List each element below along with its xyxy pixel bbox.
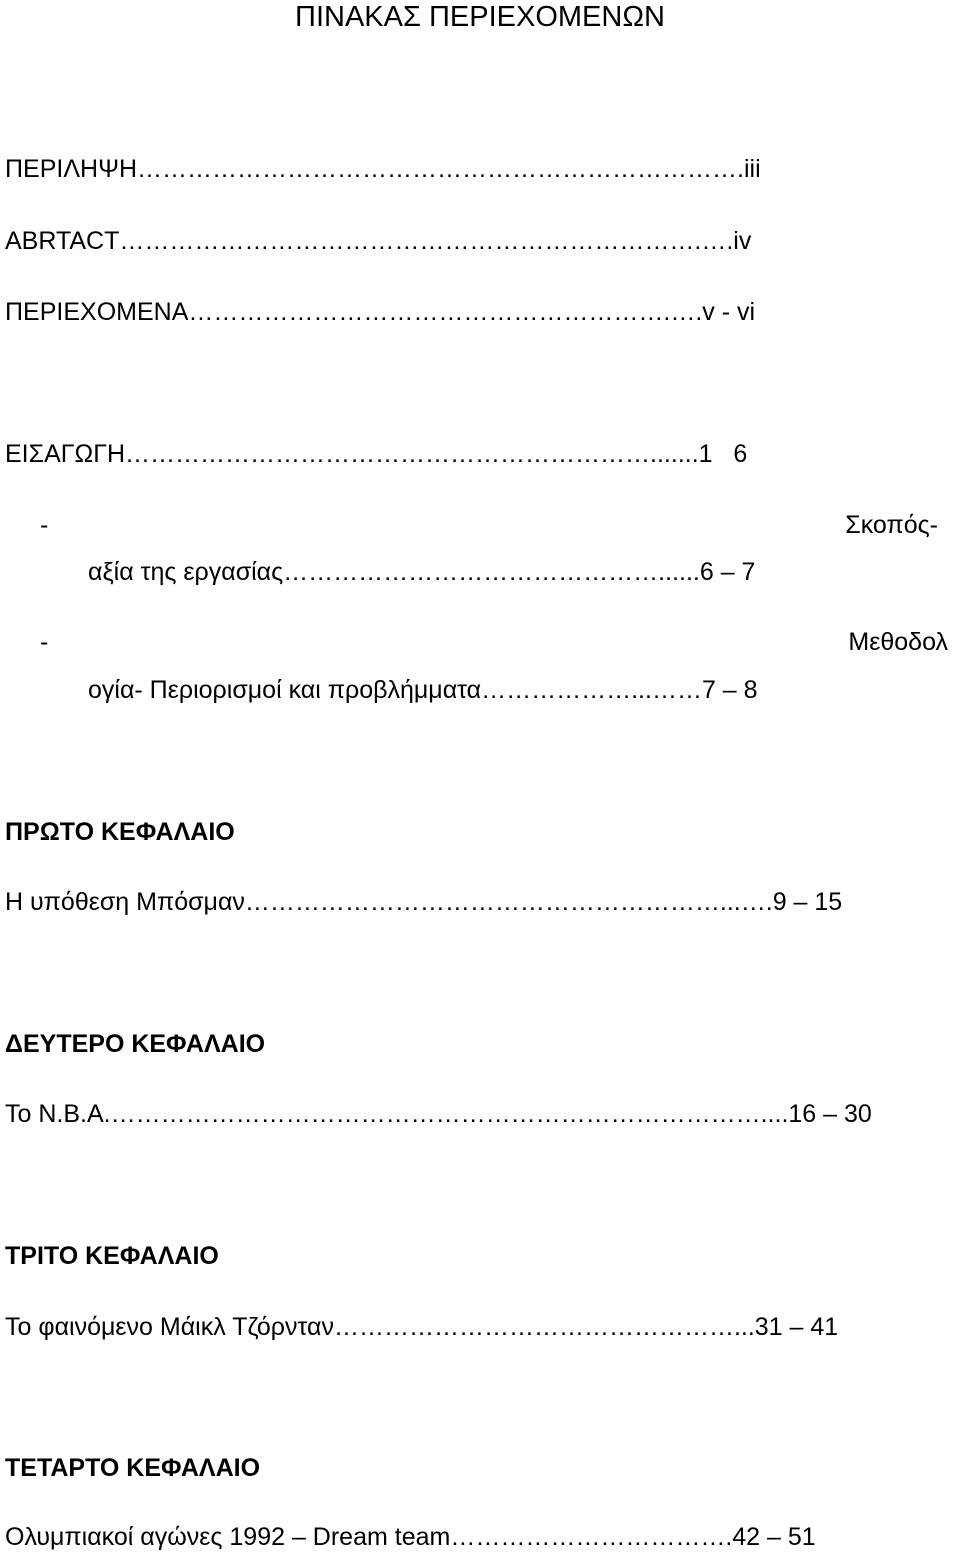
toc-entry-contents: ΠΕΡΙΕΧΟΜΕΝΑ………………………………………………….….v - vi — [5, 298, 756, 326]
toc-sub-dash-1: - — [40, 511, 49, 539]
chapter-heading-2: ΔΕΥΤΕΡΟ ΚΕΦΑΛΑΙΟ — [5, 1030, 266, 1058]
toc-entry-chapter-3: Το φαινόμενο Μάικλ Τζόρνταν…………………………………………...31 – 41 — [5, 1313, 839, 1341]
page-title: ΠΙΝΑΚΑΣ ΠΕΡΙΕΧΟΜΕΝΩΝ — [295, 1, 665, 33]
toc-sub-entry-method: ογία- Περιορισμοί και προβλήμματα………………...……7 – 8 — [88, 676, 758, 704]
chapter-heading-4: ΤΕΤΑΡΤΟ ΚΕΦΑΛΑΙΟ — [5, 1454, 261, 1482]
toc-entry-chapter-2: Το Ν.Β.Α.……………………………………………………………………....16 – 30 — [5, 1100, 872, 1128]
toc-sub-entry-aim: αξία της εργασίας………………………………………......6 – 7 — [88, 558, 756, 586]
toc-entry-introduction: ΕΙΣΑΓΩΓΗ……………………………………………………….......1 6 — [5, 440, 748, 468]
toc-entry-abstract-gr: ΠΕΡΙΛΗΨΗ……………………………………………………………….iii — [5, 155, 761, 183]
toc-sub-dash-2: - — [40, 628, 49, 656]
toc-sub-word-1: Σκοπός- — [845, 511, 938, 539]
toc-sub-word-2: Μεθοδολ — [848, 628, 948, 656]
chapter-heading-1: ΠΡΩΤΟ ΚΕΦΑΛΑΙΟ — [5, 818, 235, 846]
toc-entry-chapter-1: Η υπόθεση Μπόσμαν…………………………………………………...….9 – 15 — [5, 888, 843, 916]
toc-entry-chapter-4: Ολυμπιακοί αγώνες 1992 – Dream team…………………………….42 – 51 — [5, 1523, 816, 1551]
chapter-heading-3: ΤΡΙΤΟ ΚΕΦΑΛΑΙΟ — [5, 1242, 219, 1270]
toc-entry-abstract-en: ABRTACT…………………………………………………………….….iv — [5, 227, 752, 255]
